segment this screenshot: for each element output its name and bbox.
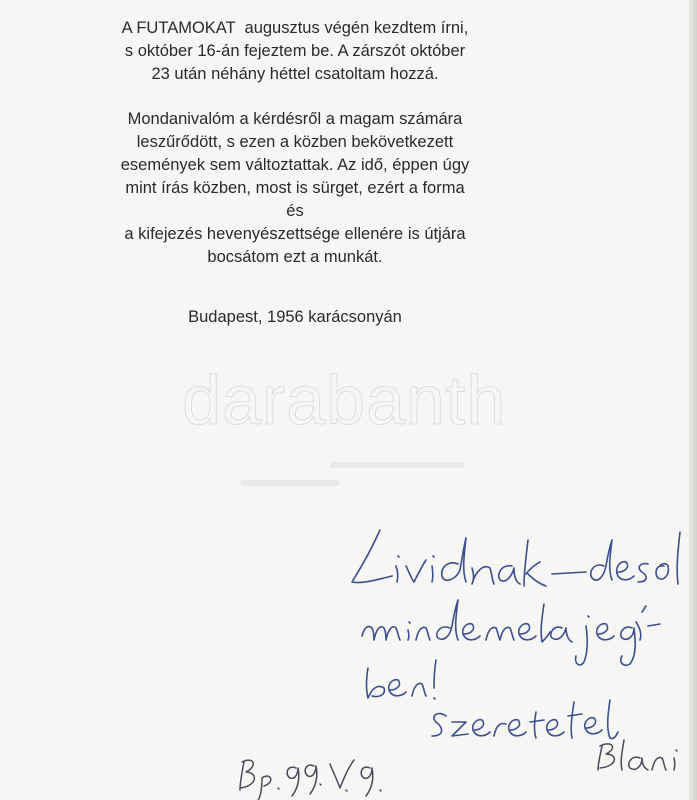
handwriting-line-4 [432,700,618,739]
foreword-line: s október 16-án fejeztem be. A zárszót október [124,42,466,60]
handwriting-date [240,760,381,800]
statement-line: a kifejezés hevenyészettsége ellenére is útjára [124,225,466,243]
handwriting-line-1 [352,530,680,586]
handwriting-line-2 [362,600,660,665]
statement-line: bocsátom ezt a munkát. [207,248,383,266]
handwriting-line-3 [367,660,437,699]
place-and-date: Budapest, 1956 karácsonyán [188,308,402,326]
statement-line: leszűrődött, s ezen a közben bekövetkezett [136,133,454,151]
statement-line: Mondanivalóm a kérdésről a magam számára [127,110,463,128]
statement-line: mint írás közben, most is sürget, ezért a forma [125,179,465,197]
handwriting-signature [598,740,677,770]
foreword-line: A FUTAMOKAT augusztus végén kezdtem írni, [121,19,469,37]
statement-line: és [286,202,304,220]
foreword-line: 23 után néhány héttel csatoltam hozzá. [151,65,439,83]
statement-line: események sem változtattak. Az idő, éppen úgy [120,156,470,174]
watermark: darabanth [182,361,507,439]
